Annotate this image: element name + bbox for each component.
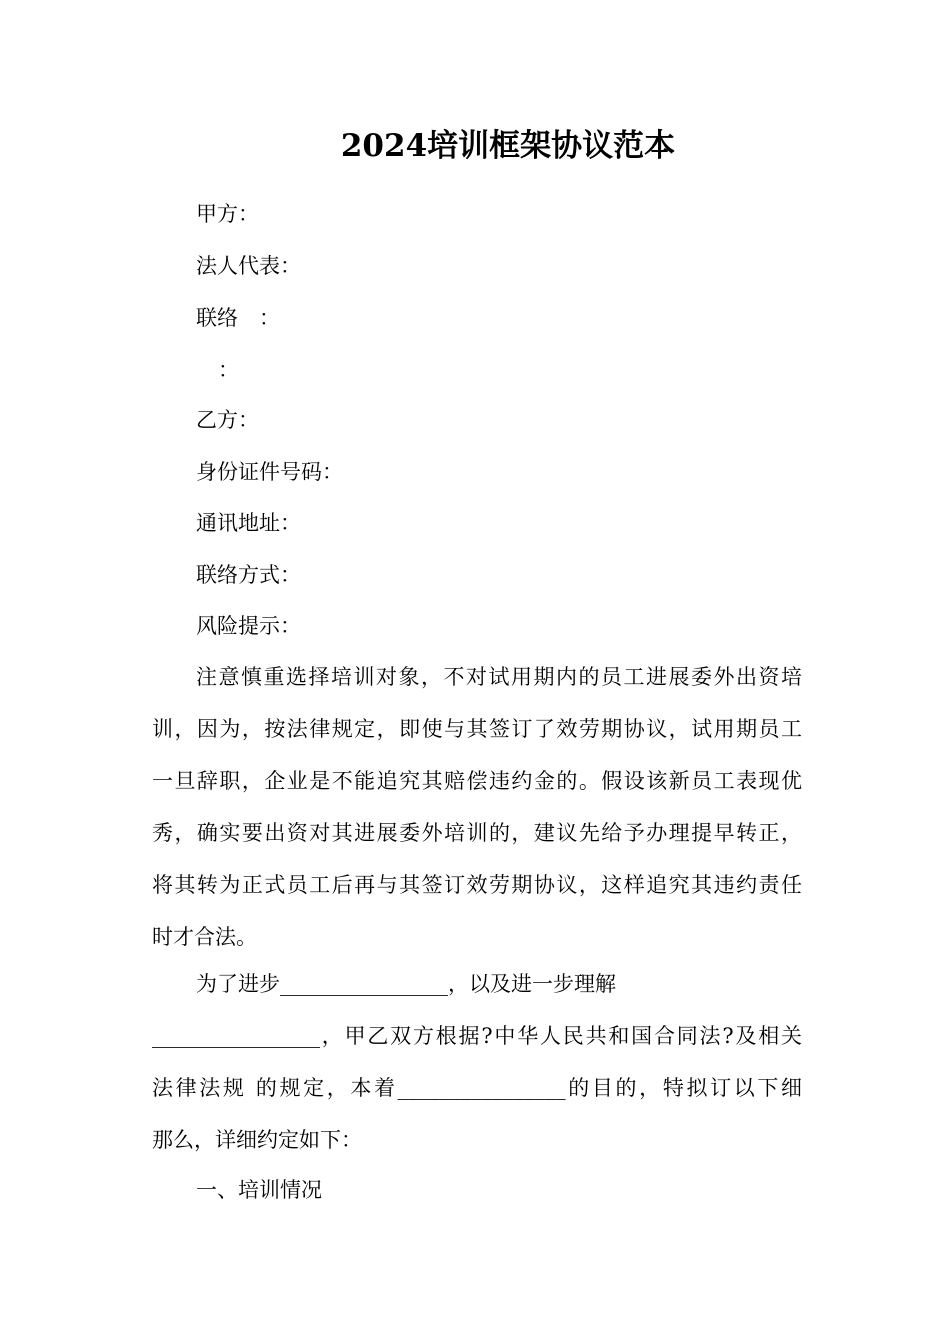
paragraph-line: ________________，甲乙双方根据?中华人民共和国合同法?及相关 — [152, 1024, 802, 1048]
intro-paragraph — [152, 958, 802, 1166]
field-contact-method: 联络方式： — [196, 563, 301, 587]
paragraph-line: 为了进步________________，以及进一步理解 — [196, 972, 616, 996]
paragraph-line: 秀，确实要出资对其进展委外培训的，建议先给予办理提早转正， — [152, 821, 802, 845]
field-party-b: 乙方： — [196, 408, 259, 432]
risk-paragraph — [152, 651, 802, 963]
paragraph-line: 训，因为，按法律规定，即使与其签订了效劳期协议，试用期员工 — [152, 717, 802, 741]
section-heading-training: 一、培训情况 — [196, 1178, 322, 1202]
field-blank: ： — [218, 358, 239, 382]
document-title: 2024培训框架协议范本 — [340, 128, 676, 164]
field-risk-notice: 风险提示： — [196, 614, 301, 638]
paragraph-line: 将其转为正式员工后再与其签订效劳期协议，这样追究其违约责任 — [152, 873, 802, 897]
field-address: 通讯地址： — [196, 511, 301, 535]
field-legal-representative: 法人代表： — [196, 254, 301, 278]
paragraph-line: 注意慎重选择培训对象，不对试用期内的员工进展委外出资培 — [196, 665, 802, 689]
field-contact: 联络 ： — [196, 306, 280, 330]
paragraph-line: 时才合法。 — [152, 925, 257, 949]
paragraph-line: 那么，详细约定如下： — [152, 1128, 362, 1152]
field-party-a: 甲方： — [196, 202, 259, 226]
field-id-number: 身份证件号码： — [196, 460, 343, 484]
paragraph-line: 一旦辞职，企业是不能追究其赔偿违约金的。假设该新员工表现优 — [152, 769, 802, 793]
paragraph-line: 法律法规 的规定，本着________________的目的，特拟订以下细 — [152, 1076, 802, 1100]
